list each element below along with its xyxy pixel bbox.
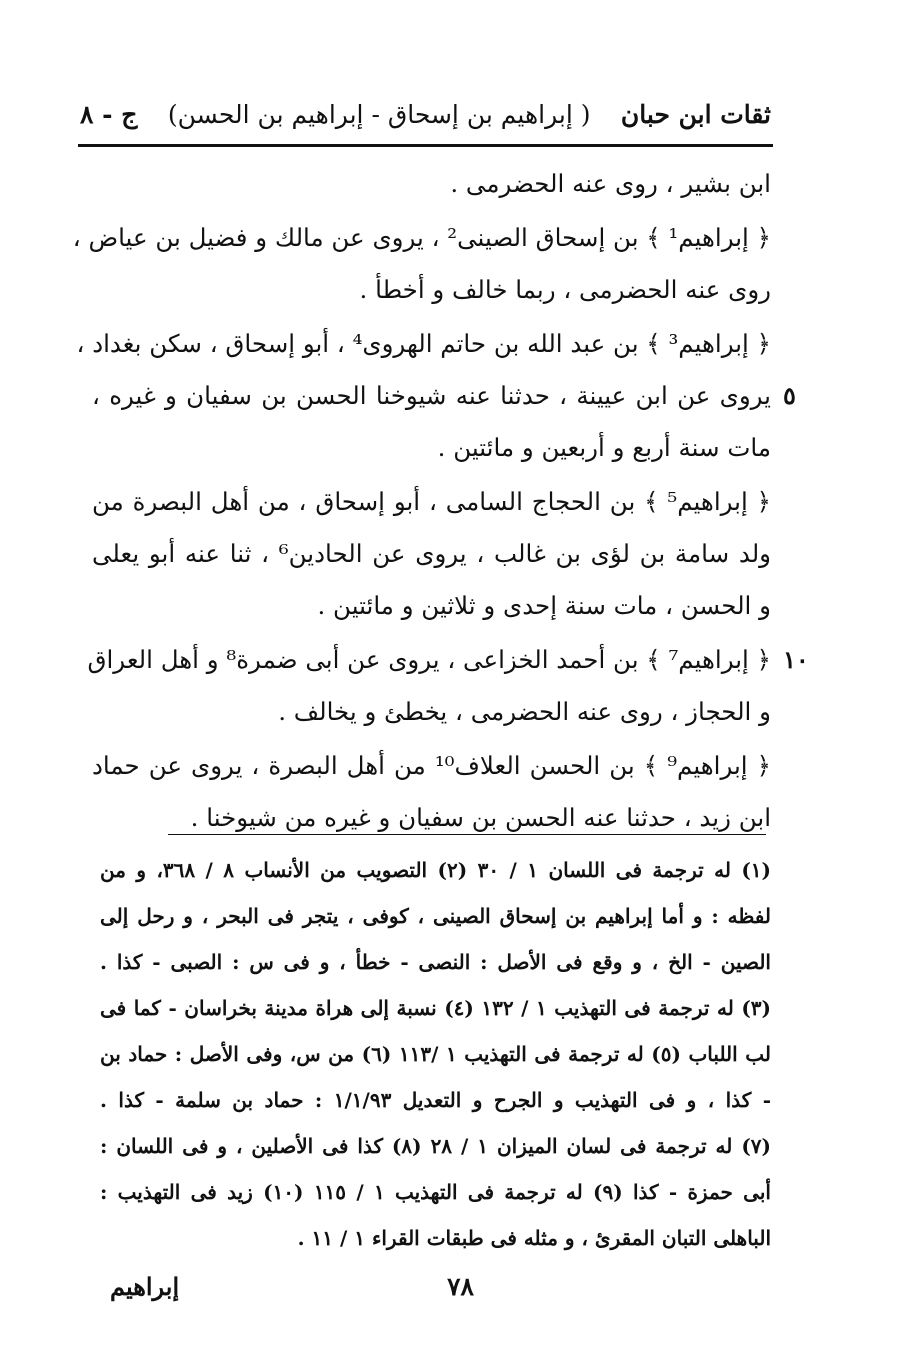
main-text xyxy=(72,158,809,844)
text-line: ٥ يروى عن ابن عيينة ، حدثنا عنه شيوخنا الحسن بن سفيان و غيره ، xyxy=(92,370,771,422)
text-line: ﴿ إبراهيم¹ ﴾ بن إسحاق الصينى² ، يروى عن مالك و فضيل بن عياض ، xyxy=(72,223,771,252)
text-line: ١٠ ﴿ إبراهيم⁷ ﴾ بن أحمد الخزاعى ، يروى عن أبى ضمرة⁸ و أهل العراق xyxy=(92,634,771,686)
footnote-line: لب اللباب (٥) له ترجمة فى التهذيب ١ /١١٣ (٦) من س، وفى الأصل : حماد بن xyxy=(100,1042,771,1066)
text-line: و الحجاز ، روى عنه الحضرمى ، يخطئ و يخالف . xyxy=(278,697,771,726)
footnote-line: (٣) له ترجمة فى التهذيب ١ / ١٣٢ (٤) نسبة إلى هراة مدينة بخراسان - كما فى xyxy=(100,996,771,1020)
catchword: إبراهيم xyxy=(110,1272,180,1301)
line-number: ٥ xyxy=(783,381,796,410)
text-line: ابن زيد ، حدثنا عنه الحسن بن سفيان و غيره من شيوخنا . xyxy=(190,803,771,832)
text-line: و الحسن ، مات سنة إحدى و ثلاثين و مائتين . xyxy=(317,591,771,620)
footnotes xyxy=(100,847,771,1261)
footnote-line: - كذا ، و فى التهذيب و الجرح و التعديل ١/١/٩٣ : حماد بن سلمة - كذا . xyxy=(100,1088,772,1112)
text-line: ﴿ إبراهيم⁹ ﴾ بن الحسن العلاف¹⁰ من أهل البصرة ، يروى عن حماد xyxy=(92,751,771,780)
section-title: ( إبراهيم بن إسحاق - إبراهيم بن الحسن) xyxy=(167,99,591,129)
book-title: ثقات ابن حبان xyxy=(620,99,771,129)
header-rule xyxy=(78,144,773,147)
running-header xyxy=(80,92,771,136)
footnote-line: الصين - الخ ، و وقع فى الأصل : النصى - خطأ ، و فى س : الصبى - كذا . xyxy=(100,950,771,974)
footnote-line: لفظه : و أما إبراهيم بن إسحاق الصينى ، كوفى ، يتجر فى البحر ، و رحل إلى xyxy=(100,904,771,928)
text-line: مات سنة أربع و أربعين و مائتين . xyxy=(437,433,771,462)
volume-number: ج - ٨ xyxy=(80,99,138,129)
text-line: ولد سامة بن لؤى بن غالب ، يروى عن الحادين⁶ ، ثنا عنه أبو يعلى xyxy=(92,539,771,568)
footnote-line: (٧) له ترجمة فى لسان الميزان ١ / ٢٨ (٨) كذا فى الأصلين ، و فى اللسان : xyxy=(100,1134,772,1158)
line-number: ١٠ xyxy=(783,645,809,674)
text-line: ﴿ إبراهيم⁵ ﴾ بن الحجاج السامى ، أبو إسحاق ، من أهل البصرة من xyxy=(92,487,771,516)
footnote-line: (١) له ترجمة فى اللسان ١ / ٣٠ (٢) التصويب من الأنساب ٨ / ٣٦٨، و من xyxy=(100,858,772,882)
footnote-line: الباهلى التبان المقرئ ، و مثله فى طبقات القراء ١ / ١١ . xyxy=(297,1226,771,1250)
footnote-line: أبى حمزة - كذا (٩) له ترجمة فى التهذيب ١ / ١١٥ (١٠) زيد فى التهذيب : xyxy=(100,1180,771,1204)
text-line: ﴿ إبراهيم³ ﴾ بن عبد الله بن حاتم الهروى⁴ ، أبو إسحاق ، سكن بغداد ، xyxy=(76,329,771,358)
text-line: ابن بشير ، روى عنه الحضرمى . xyxy=(450,169,771,198)
page-number: ٧٨ xyxy=(447,1272,474,1301)
footnote-rule xyxy=(168,834,766,835)
text-line: روى عنه الحضرمى ، ربما خالف و أخطأ . xyxy=(359,275,771,304)
